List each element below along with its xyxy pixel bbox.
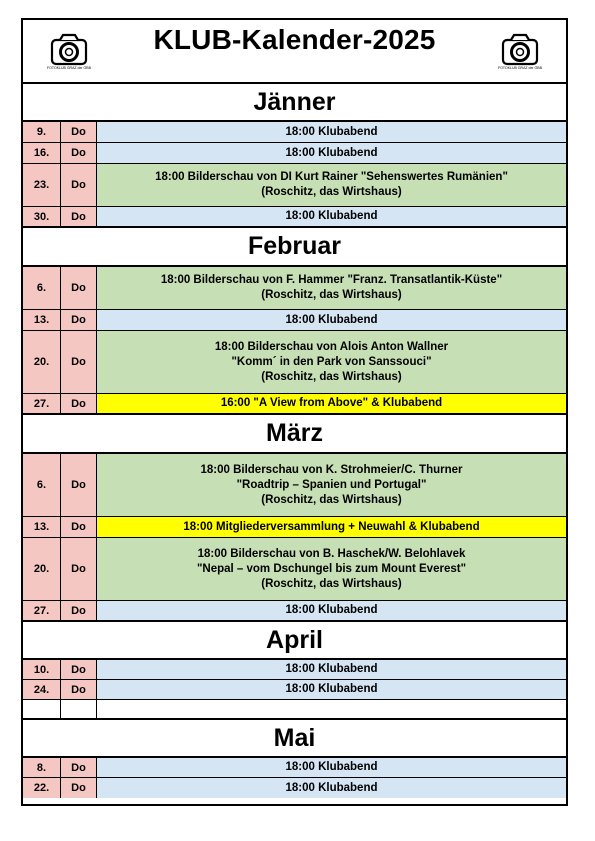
event-description [97, 454, 566, 516]
event-description [97, 207, 566, 226]
event-weekday: Do [61, 454, 97, 516]
event-row [23, 164, 566, 207]
event-day: 9. [23, 122, 61, 142]
event-line: 18:00 Klubabend [285, 781, 378, 794]
event-line: 18:00 Klubabend [285, 663, 378, 675]
event-line: 18:00 Klubabend [285, 604, 378, 616]
event-day: 13. [23, 310, 61, 330]
event-description [97, 164, 566, 206]
event-day: 24. [23, 680, 61, 699]
event-day: 6. [23, 454, 61, 516]
event-row [23, 454, 566, 517]
event-line: 18:00 Klubabend [285, 146, 378, 159]
event-day: 13. [23, 517, 61, 537]
event-day: 27. [23, 601, 61, 620]
event-description [97, 538, 566, 600]
event-day: 22. [23, 778, 61, 798]
event-description [97, 778, 566, 798]
event-description [97, 331, 566, 393]
event-day: 16. [23, 143, 61, 163]
event-row [23, 122, 566, 143]
month-heading: Mai [23, 720, 566, 758]
event-description [97, 122, 566, 142]
event-row [23, 310, 566, 331]
event-row [23, 778, 566, 798]
event-day: 30. [23, 207, 61, 226]
logo-caption: FOTOKLUB GRAZ der ÖBB [498, 66, 542, 70]
event-day: 6. [23, 267, 61, 309]
event-weekday: Do [61, 538, 97, 600]
event-description [97, 660, 566, 679]
event-description [97, 517, 566, 537]
event-description [97, 394, 566, 413]
event-weekday: Do [61, 680, 97, 699]
calendar-header [23, 20, 566, 84]
event-line: (Roschitz, das Wirtshaus) [261, 577, 402, 590]
event-line: 18:00 Klubabend [285, 125, 378, 138]
event-row [23, 538, 566, 601]
event-row [23, 207, 566, 228]
event-line: 18:00 Klubabend [285, 313, 378, 326]
event-weekday: Do [61, 517, 97, 537]
event-weekday: Do [61, 394, 97, 413]
club-logo-right [492, 32, 548, 78]
event-day: 20. [23, 538, 61, 600]
event-weekday: Do [61, 601, 97, 620]
event-description [97, 267, 566, 309]
event-day [23, 700, 61, 718]
event-line: 18:00 Bilderschau von K. Strohmeier/C. Thurner [200, 463, 463, 476]
event-row [23, 143, 566, 164]
month-heading: April [23, 622, 566, 660]
event-line: 18:00 Bilderschau von F. Hammer "Franz. Transatlantik-Küste" [160, 274, 503, 286]
empty-row [23, 700, 566, 720]
event-line: 18:00 Klubabend [285, 761, 378, 773]
page-title: KLUB-Kalender-2025 [153, 24, 436, 55]
month-heading: März [23, 415, 566, 454]
event-description [97, 700, 566, 718]
event-line: "Roadtrip – Spanien und Portugal" [236, 478, 427, 491]
event-weekday: Do [61, 164, 97, 206]
logo-caption: FOTOKLUB GRAZ der ÖBB [47, 66, 91, 70]
month-heading: Jänner [23, 84, 566, 122]
event-row [23, 517, 566, 538]
event-description [97, 310, 566, 330]
event-line: 18:00 Bilderschau von Alois Anton Wallner [214, 340, 449, 353]
event-weekday [61, 700, 97, 718]
event-weekday: Do [61, 143, 97, 163]
event-weekday: Do [61, 310, 97, 330]
event-row [23, 601, 566, 622]
event-description [97, 758, 566, 777]
calendar-sheet [21, 18, 568, 806]
event-day: 10. [23, 660, 61, 679]
event-row [23, 331, 566, 394]
event-row [23, 758, 566, 778]
event-row [23, 680, 566, 700]
event-day: 8. [23, 758, 61, 777]
event-weekday: Do [61, 331, 97, 393]
event-line: 18:00 Bilderschau von B. Haschek/W. Belohlavek [197, 547, 466, 560]
event-day: 20. [23, 331, 61, 393]
event-weekday: Do [61, 660, 97, 679]
event-line: "Nepal – vom Dschungel bis zum Mount Everest" [196, 562, 467, 575]
event-line: (Roschitz, das Wirtshaus) [261, 289, 402, 301]
event-line: 18:00 Klubabend [285, 210, 378, 222]
event-weekday: Do [61, 758, 97, 777]
event-description [97, 143, 566, 163]
event-line: (Roschitz, das Wirtshaus) [261, 493, 402, 506]
event-description [97, 601, 566, 620]
event-line: (Roschitz, das Wirtshaus) [261, 370, 402, 383]
month-heading: Februar [23, 228, 566, 267]
event-description [97, 680, 566, 699]
event-line: 18:00 Bilderschau von DI Kurt Rainer "Sehenswertes Rumänien" [155, 171, 508, 183]
event-line: (Roschitz, das Wirtshaus) [261, 186, 402, 198]
camera-icon [501, 32, 539, 66]
event-line: 18:00 Klubabend [285, 683, 378, 695]
event-line: "Komm´ in den Park von Sanssouci" [231, 355, 432, 368]
event-weekday: Do [61, 267, 97, 309]
event-day: 23. [23, 164, 61, 206]
event-weekday: Do [61, 122, 97, 142]
event-day: 27. [23, 394, 61, 413]
event-weekday: Do [61, 207, 97, 226]
event-line: 16:00 "A View from Above" & Klubabend [220, 397, 443, 409]
event-row [23, 267, 566, 310]
event-line: 18:00 Mitgliederversammlung + Neuwahl & Klubabend [183, 520, 480, 533]
event-row [23, 660, 566, 680]
event-row [23, 394, 566, 415]
event-weekday: Do [61, 778, 97, 798]
